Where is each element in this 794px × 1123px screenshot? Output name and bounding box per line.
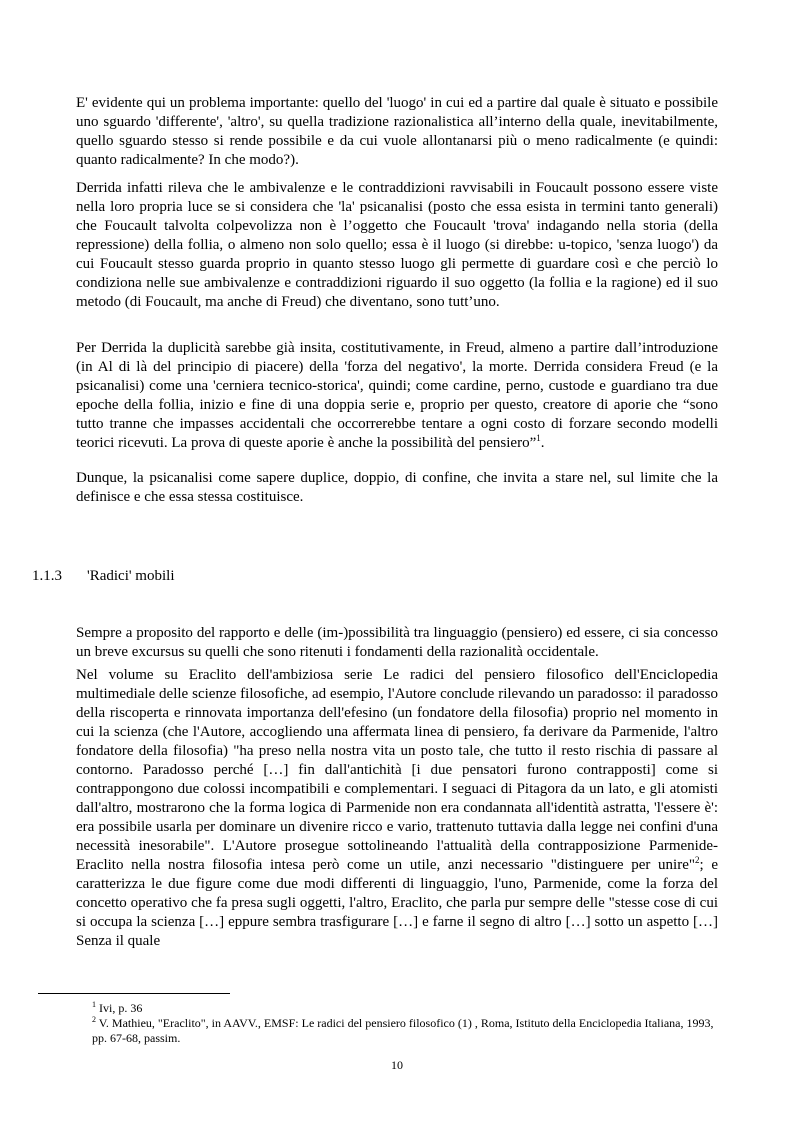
body-paragraph: Sempre a proposito del rapporto e delle (im-)possibilità tra linguaggio (pensiero) ed essere, ci sia concesso un breve excursus su quelli che sono ritenuti i fondamenti della razionalità occidentale. bbox=[76, 625, 718, 660]
body-paragraph: E' evidente qui un problema importante: quello del 'luogo' in cui ed a partire dal quale è situato e possibile uno sguardo 'differente', 'altro', su quella tradizione razionalistica all’interno della quale, inevitabilmente, quello sguardo stesso si rende possibile e da cui vuole allontanarsi più o meno radicalmente (e quindi: quanto radicalmente? In che modo?). bbox=[76, 95, 718, 168]
footnote-ref: 2 bbox=[694, 855, 700, 865]
section-number: 1.1.3 bbox=[32, 568, 62, 584]
footnote: $^1$ Ivi, p. 36 bbox=[92, 1000, 143, 1015]
body-paragraph: Per Derrida la duplicità sarebbe già insita, costitutivamente, in Freud, almeno a partire dall’introduzione (in Al di là del principio di piacere) della 'forza del negativo', la morte. Derrida considera Freud (e la psicanalisi) come una 'cerniera tecnico-storica', quindi; come cardine, perno, custode e guardiano tra due epoche della follia, inizio e fine di una doppia serie e, proprio per questo, creatore di aporie che “sono tutto tranne che impasses accidentali che occorrerebbe tentare a ogni costo di forzare secondo modelli teorici ricevuti. La prova di queste aporie è anche la possibilità del pensiero”$^1$. bbox=[76, 340, 718, 451]
section-heading bbox=[32, 567, 174, 586]
footnote: $^2$ V. Mathieu, "Eraclito", in AAVV., EMSF: Le radici del pensiero filosofico (1) , Roma, Istituto della Enciclopedia Italiana, 1993, pp. 67-68, passim. bbox=[92, 1015, 714, 1045]
page-number: 10 bbox=[391, 1058, 403, 1072]
footnote-ref: 1 bbox=[536, 433, 541, 443]
body-paragraph: Dunque, la psicanalisi come sapere duplice, doppio, di confine, che invita a stare nel, sul limite che la definisce e che essa stessa costituisce. bbox=[76, 470, 718, 505]
section-title: 'Radici' mobili bbox=[87, 568, 175, 584]
body-paragraph: Nel volume su Eraclito dell'ambiziosa serie Le radici del pensiero filosofico dell'Enciclopedia multimediale delle scienze filosofiche, ad esempio, l'Autore conclude rilevando un paradosso: il paradosso della riscoperta e rinnovata importanza dell'efesino (un fondatore della filosofia) proprio nel momento in cui la scienza (che l'Autore, accogliendo una affermata linea di pensiero, fa derivare da Parmenide, l'altro fondatore della filosofia) "ha preso nella nostra vita un posto tale, che tutto il resto rischia di passare al contorno. Paradosso perché […] fin dall'antichità [i due pensatori furono contrapposti] come si contrappongono due colossi incompatibili e complementari. I seguaci di Pitagora da un lato, e gli atomisti dall'altro, mostrarono che la forma logica di Parmenide non era condannata all'identità astratta, 'l'essere è': era possibile usarla per dominare un divenire ricco e vario, trattenuto tuttavia dalla legge nei confini d'una necessità inesorabile". L'Autore prosegue sottolineando l'attualità della contrapposizione Parmenide-Eraclito nella nostra filosofia intesa però come un utile, anzi necessario "distinguere per unire"$^2$; e caratterizza le due figure come due modi differenti di linguaggio, l'uno, Parmenide, come la forza del concetto operativo che fa presa sugli oggetti, l'altro, Eraclito, che parla pur sempre delle "stesse cose di cui si occupa la scienza […] eppure sembra trasfigurare […] e farne il segno di altro […] sotto un aspetto […] Senza il quale bbox=[76, 667, 718, 949]
body-paragraph: Derrida infatti rileva che le ambivalenze e le contraddizioni ravvisabili in Foucault possono essere viste nella loro propria luce se si considera che 'la' psicanalisi (posto che essa esista in termini tanto generali) che Foucault talvolta colpevolizza non è l’oggetto che Foucault 'trova' indagando nella storia (della repressione) della follia, o almeno non solo quello; essa è il luogo (si direbbe: u-topico, 'senza luogo') da cui Foucault stesso guarda proprio in quanto stesso luogo gli permette di guardare così e che perciò lo condiziona nelle sue ambivalenze e contraddizioni riguardo il suo oggetto (la follia e la ragione) ed il suo metodo (di Foucault, ma anche di Freud) che diventano, sono tutt’uno. bbox=[76, 180, 718, 310]
footnote-separator bbox=[38, 993, 230, 994]
